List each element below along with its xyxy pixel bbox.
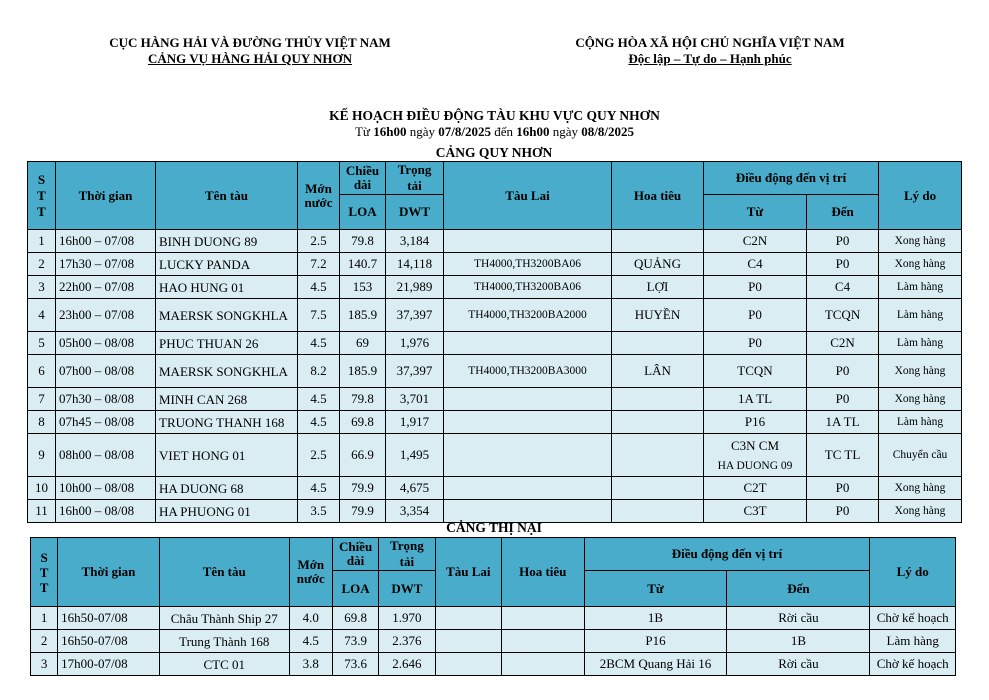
pilot-cell	[502, 607, 585, 630]
ship-name-cell: Châu Thành Ship 27	[159, 607, 289, 630]
time-cell: 16h00 – 07/08	[56, 230, 156, 253]
col-from: Từ	[584, 571, 727, 607]
col-loa: LOA	[340, 195, 386, 230]
to-cell: TC TL	[807, 434, 879, 477]
pilot-cell	[612, 434, 704, 477]
col-to: Đến	[807, 195, 879, 230]
col-draft: Mớn nước	[298, 162, 340, 230]
ship-name-cell: HAO HUNG 01	[156, 276, 298, 299]
stt-cell: 3	[28, 276, 56, 299]
dwt-cell: 1.970	[379, 607, 435, 630]
col-length: Chiều dài	[332, 538, 378, 571]
loa-cell: 69.8	[332, 607, 378, 630]
ship-name-cell: Trung Thành 168	[159, 630, 289, 653]
stt-cell: 8	[28, 411, 56, 434]
time-cell: 16h00 – 08/08	[56, 500, 156, 523]
time-cell: 16h50-07/08	[58, 607, 160, 630]
pilot-cell	[612, 411, 704, 434]
stt-cell: 1	[28, 230, 56, 253]
dwt-cell: 37,397	[386, 299, 444, 332]
from-cell: P16	[704, 411, 807, 434]
from-cell: 1B	[584, 607, 727, 630]
draft-cell: 4.5	[298, 332, 340, 355]
reason-cell: Làm hàng	[879, 411, 962, 434]
reason-cell: Làm hàng	[879, 276, 962, 299]
tug-cell: TH4000,TH3200BA06	[444, 276, 612, 299]
agency-header	[70, 35, 430, 67]
col-move: Điều động đến vị trí	[584, 538, 870, 571]
ship-name-cell: MINH CAN 268	[156, 388, 298, 411]
pilot-cell: LÂN	[612, 355, 704, 388]
from-cell: P0	[704, 276, 807, 299]
tug-cell	[444, 477, 612, 500]
dwt-cell: 3,701	[386, 388, 444, 411]
loa-cell: 153	[340, 276, 386, 299]
reason-cell: Xong hàng	[879, 230, 962, 253]
reason-cell: Xong hàng	[879, 355, 962, 388]
table-header	[28, 162, 962, 230]
section-title-thi-nai: CẢNG THỊ NẠI	[446, 520, 542, 535]
reason-cell: Chờ kế hoạch	[870, 607, 956, 630]
draft-cell: 4.5	[298, 477, 340, 500]
stt-cell: 2	[28, 253, 56, 276]
col-reason: Lý do	[879, 162, 962, 230]
to-cell: Rời cầu	[727, 653, 870, 676]
pilot-cell	[612, 332, 704, 355]
time-cell: 07h00 – 08/08	[56, 355, 156, 388]
draft-cell: 3.8	[289, 653, 332, 676]
col-from: Từ	[704, 195, 807, 230]
table-row	[28, 276, 962, 299]
ship-name-cell: MAERSK SONGKHLA	[156, 299, 298, 332]
ship-name-cell: BINH DUONG 89	[156, 230, 298, 253]
table-row	[31, 653, 956, 676]
col-stt: STT	[31, 538, 58, 607]
col-ship: Tên tàu	[159, 538, 289, 607]
tug-cell: TH4000,TH3200BA3000	[444, 355, 612, 388]
to-cell: 1A TL	[807, 411, 879, 434]
col-tug: Tàu Lai	[435, 538, 501, 607]
from-cell: C2T	[704, 477, 807, 500]
dwt-cell: 14,118	[386, 253, 444, 276]
tug-cell	[444, 411, 612, 434]
col-tonnage: Trọng tải	[386, 162, 444, 195]
pilot-cell	[612, 477, 704, 500]
ship-name-cell: VIET HONG 01	[156, 434, 298, 477]
loa-cell: 185.9	[340, 299, 386, 332]
port-authority-name: CẢNG VỤ HÀNG HẢI QUY NHƠN	[147, 51, 353, 66]
from-cell: C4	[704, 253, 807, 276]
ship-name-cell: TRUONG THANH 168	[156, 411, 298, 434]
to-cell: P0	[807, 253, 879, 276]
loa-cell: 73.6	[332, 653, 378, 676]
from-cell: C3T	[704, 500, 807, 523]
col-stt: STT	[28, 162, 56, 230]
to-cell: P0	[807, 500, 879, 523]
to-cell: TCQN	[807, 299, 879, 332]
table-row	[28, 230, 962, 253]
stt-cell: 3	[31, 653, 58, 676]
draft-cell: 4.5	[298, 411, 340, 434]
reason-cell: Làm hàng	[870, 630, 956, 653]
reason-cell: Xong hàng	[879, 253, 962, 276]
loa-cell: 73.9	[332, 630, 378, 653]
draft-cell: 4.0	[289, 607, 332, 630]
dwt-cell: 21,989	[386, 276, 444, 299]
pilot-cell: QUẢNG	[612, 253, 704, 276]
table-row	[28, 332, 962, 355]
dwt-cell: 2.646	[379, 653, 435, 676]
from-cell: P0	[704, 332, 807, 355]
loa-cell: 185.9	[340, 355, 386, 388]
stt-cell: 4	[28, 299, 56, 332]
ship-name-cell: HA PHUONG 01	[156, 500, 298, 523]
to-cell: P0	[807, 388, 879, 411]
dwt-cell: 1,976	[386, 332, 444, 355]
col-move: Điều động đến vị trí	[704, 162, 879, 195]
table-row	[28, 434, 962, 477]
tug-cell	[435, 607, 501, 630]
draft-cell: 4.5	[289, 630, 332, 653]
reason-cell: Làm hàng	[879, 299, 962, 332]
table-row	[28, 477, 962, 500]
pilot-cell	[612, 388, 704, 411]
table-body	[28, 230, 962, 523]
dwt-cell: 3,184	[386, 230, 444, 253]
from-cell: C2N	[704, 230, 807, 253]
ship-name-cell: HA DUONG 68	[156, 477, 298, 500]
tug-cell	[444, 388, 612, 411]
draft-cell: 8.2	[298, 355, 340, 388]
document-title: KẾ HOẠCH ĐIỀU ĐỘNG TÀU KHU VỰC QUY NHƠN	[329, 108, 660, 123]
time-cell: 10h00 – 08/08	[56, 477, 156, 500]
to-cell: P0	[807, 355, 879, 388]
dwt-cell: 3,354	[386, 500, 444, 523]
tug-cell	[435, 653, 501, 676]
loa-cell: 69.8	[340, 411, 386, 434]
section-title-quy-nhon: CẢNG QUY NHƠN	[435, 145, 553, 160]
loa-cell: 79.8	[340, 230, 386, 253]
pilot-cell	[612, 230, 704, 253]
quy-nhon-schedule-table	[27, 161, 962, 523]
reason-cell: Xong hàng	[879, 477, 962, 500]
agency-name: CỤC HÀNG HẢI VÀ ĐƯỜNG THỦY VIỆT NAM	[109, 35, 391, 50]
col-loa: LOA	[332, 571, 378, 607]
loa-cell: 79.8	[340, 388, 386, 411]
pilot-cell: HUYỀN	[612, 299, 704, 332]
table-row	[28, 411, 962, 434]
loa-cell: 66.9	[340, 434, 386, 477]
time-cell: 07h30 – 08/08	[56, 388, 156, 411]
loa-cell: 79.9	[340, 477, 386, 500]
from-position-note: HA DUONG 09	[717, 460, 793, 472]
stt-cell: 10	[28, 477, 56, 500]
to-cell: P0	[807, 230, 879, 253]
table-body	[31, 607, 956, 676]
time-cell: 07h45 – 08/08	[56, 411, 156, 434]
table-row	[28, 299, 962, 332]
tug-cell	[444, 332, 612, 355]
loa-cell: 69	[340, 332, 386, 355]
dwt-cell: 4,675	[386, 477, 444, 500]
col-dwt: DWT	[379, 571, 435, 607]
thi-nai-schedule-table	[30, 537, 956, 676]
reason-cell: Chuyển cầu	[879, 434, 962, 477]
time-cell: 23h00 – 07/08	[56, 299, 156, 332]
stt-cell: 1	[31, 607, 58, 630]
reason-cell: Chờ kế hoạch	[870, 653, 956, 676]
time-cell: 22h00 – 07/08	[56, 276, 156, 299]
ship-name-cell: CTC 01	[159, 653, 289, 676]
time-cell: 17h30 – 07/08	[56, 253, 156, 276]
reason-cell: Xong hàng	[879, 500, 962, 523]
table-row	[31, 607, 956, 630]
from-cell	[704, 434, 807, 477]
col-dwt: DWT	[386, 195, 444, 230]
time-cell: 17h00-07/08	[58, 653, 160, 676]
stt-cell: 7	[28, 388, 56, 411]
from-cell: P16	[584, 630, 727, 653]
stt-cell: 6	[28, 355, 56, 388]
from-cell: TCQN	[704, 355, 807, 388]
col-tonnage: Trọng tải	[379, 538, 435, 571]
to-cell: P0	[807, 477, 879, 500]
col-tug: Tàu Lai	[444, 162, 612, 230]
from-position: C3N CM	[730, 438, 780, 453]
col-time: Thời gian	[56, 162, 156, 230]
col-pilot: Hoa tiêu	[612, 162, 704, 230]
to-cell: C2N	[807, 332, 879, 355]
draft-cell: 2.5	[298, 230, 340, 253]
table-row	[28, 253, 962, 276]
col-ship: Tên tàu	[156, 162, 298, 230]
dwt-cell: 1,917	[386, 411, 444, 434]
from-cell: P0	[704, 299, 807, 332]
loa-cell: 140.7	[340, 253, 386, 276]
pilot-cell	[502, 630, 585, 653]
stt-cell: 2	[31, 630, 58, 653]
dwt-cell: 2.376	[379, 630, 435, 653]
draft-cell: 7.2	[298, 253, 340, 276]
col-time: Thời gian	[58, 538, 160, 607]
time-cell: 08h00 – 08/08	[56, 434, 156, 477]
tug-cell	[444, 434, 612, 477]
stt-cell: 5	[28, 332, 56, 355]
motto: Độc lập – Tự do – Hạnh phúc	[628, 51, 792, 66]
col-pilot: Hoa tiêu	[502, 538, 585, 607]
table-header	[31, 538, 956, 607]
table-row	[28, 388, 962, 411]
draft-cell: 4.5	[298, 276, 340, 299]
loa-cell: 79.9	[340, 500, 386, 523]
ship-name-cell: PHUC THUAN 26	[156, 332, 298, 355]
dwt-cell: 1,495	[386, 434, 444, 477]
to-cell: C4	[807, 276, 879, 299]
reason-cell: Xong hàng	[879, 388, 962, 411]
stt-cell: 11	[28, 500, 56, 523]
draft-cell: 4.5	[298, 388, 340, 411]
stt-cell: 9	[28, 434, 56, 477]
reason-cell: Làm hàng	[879, 332, 962, 355]
pilot-cell	[502, 653, 585, 676]
ship-name-cell: MAERSK SONGKHLA	[156, 355, 298, 388]
tug-cell: TH4000,TH3200BA2000	[444, 299, 612, 332]
time-cell: 16h50-07/08	[58, 630, 160, 653]
tug-cell: TH4000,TH3200BA06	[444, 253, 612, 276]
tug-cell	[435, 630, 501, 653]
from-cell: 1A TL	[704, 388, 807, 411]
document-subtitle: Từ 16h00 ngày 07/8/2025 đến 16h00 ngày 08/8/2025	[354, 124, 635, 139]
table-row	[31, 630, 956, 653]
dwt-cell: 37,397	[386, 355, 444, 388]
pilot-cell: LỢI	[612, 276, 704, 299]
col-reason: Lý do	[870, 538, 956, 607]
draft-cell: 3.5	[298, 500, 340, 523]
draft-cell: 7.5	[298, 299, 340, 332]
col-length: Chiều dài	[340, 162, 386, 195]
country-name: CỘNG HÒA XÃ HỘI CHỦ NGHĨA VIỆT NAM	[575, 35, 845, 50]
table-row	[28, 355, 962, 388]
col-draft: Mớn nước	[289, 538, 332, 607]
to-cell: Rời cầu	[727, 607, 870, 630]
from-cell: 2BCM Quang Hải 16	[584, 653, 727, 676]
to-cell: 1B	[727, 630, 870, 653]
tug-cell	[444, 230, 612, 253]
col-to: Đến	[727, 571, 870, 607]
ship-name-cell: LUCKY PANDA	[156, 253, 298, 276]
national-header	[530, 35, 890, 67]
time-cell: 05h00 – 08/08	[56, 332, 156, 355]
draft-cell: 2.5	[298, 434, 340, 477]
